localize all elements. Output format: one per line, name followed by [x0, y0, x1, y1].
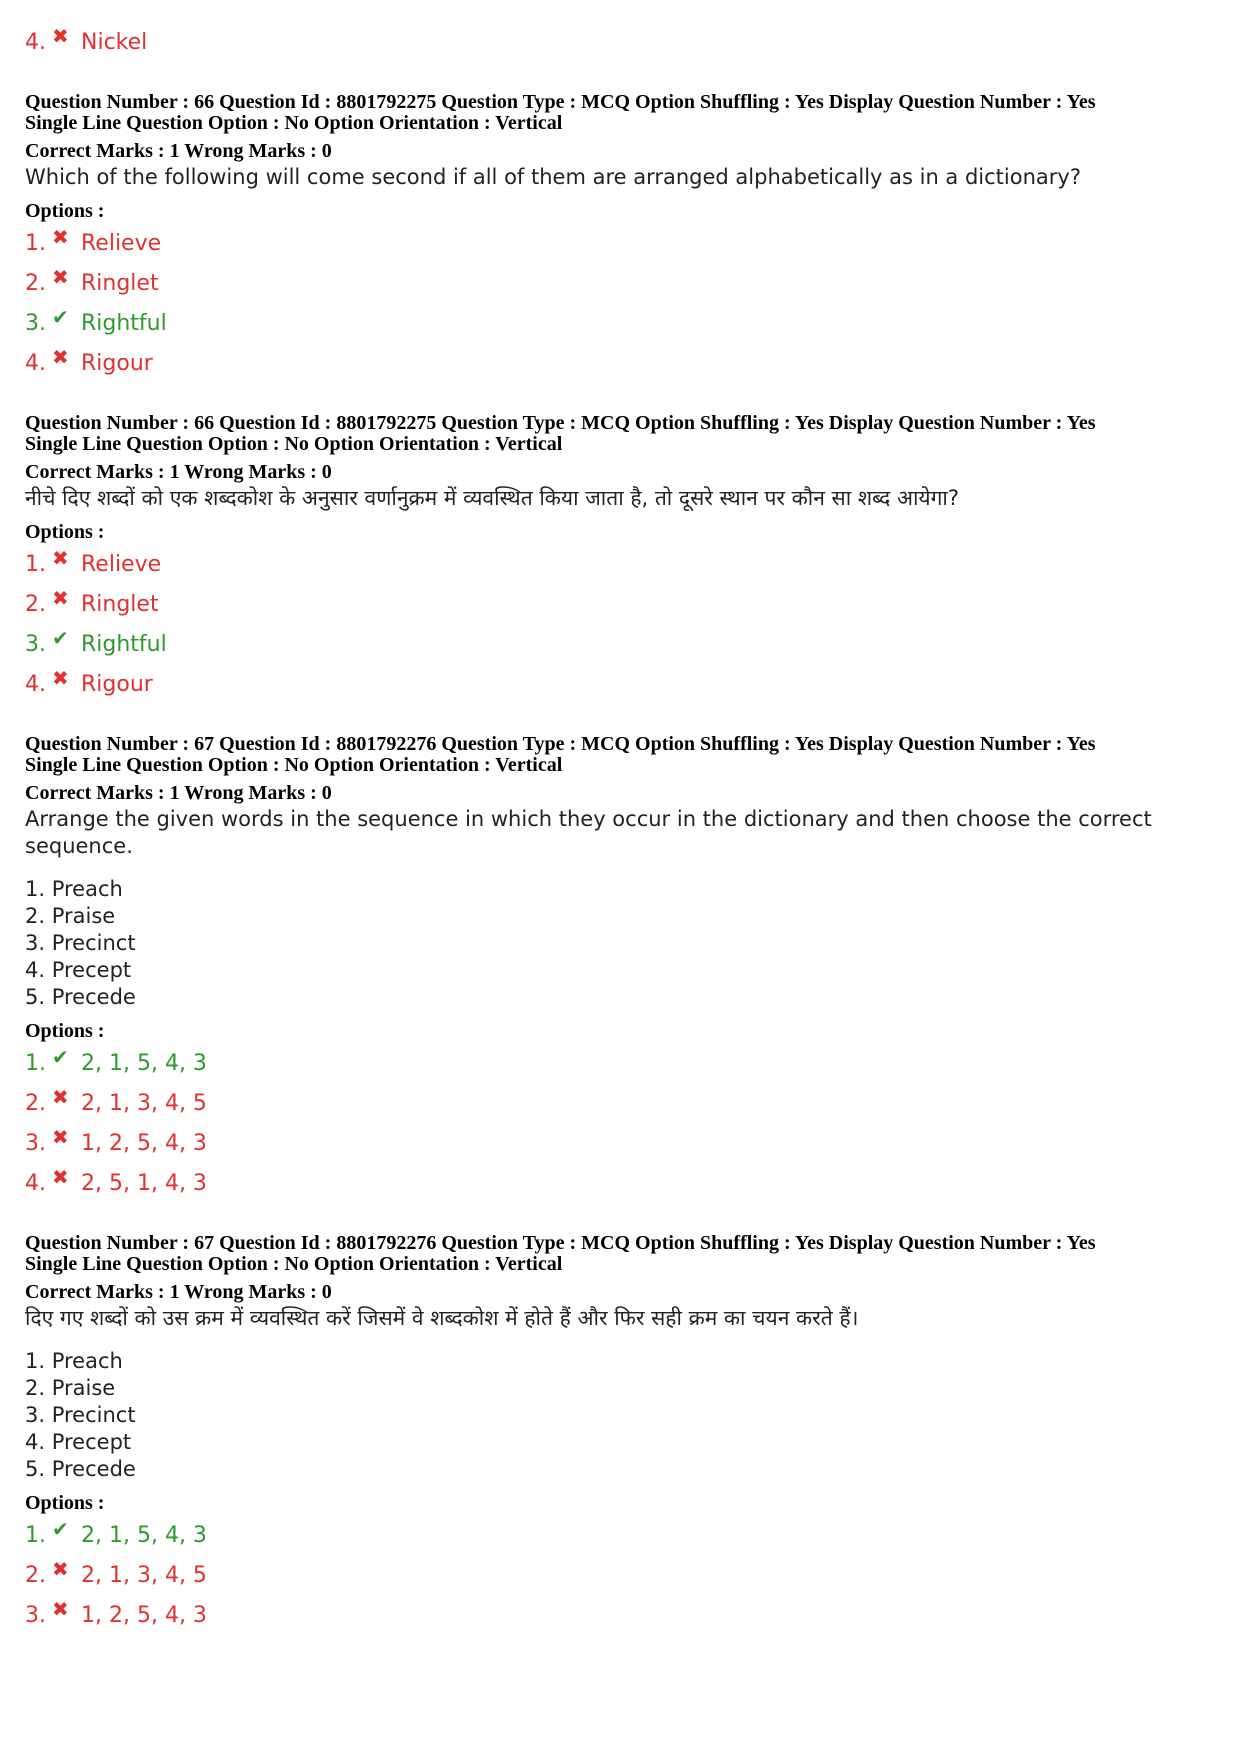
marks-line: Correct Marks : 1 Wrong Marks : 0 [25, 461, 332, 483]
list-item: 4. Precept [25, 1430, 132, 1454]
list-item: 1. Preach [25, 877, 123, 901]
options-label: Options : [25, 1020, 105, 1042]
option-row [25, 1123, 1215, 1163]
wrong-mark-icon: ✖ [52, 1597, 69, 1621]
wrong-mark-icon: ✖ [52, 1085, 69, 1109]
options-label: Options : [25, 200, 105, 222]
question-meta-line: Single Line Question Option : No Option Orientation : Vertical [25, 433, 563, 455]
option-text: 1, 2, 5, 4, 3 [81, 1131, 207, 1156]
question-text: Which of the following will come second if all of them are arranged alphabetically as in a dictionary? [25, 165, 1081, 189]
question-meta-line: Question Number : 66 Question Id : 8801792275 Question Type : MCQ Option Shuffling : Yes Display Question Number : Yes [25, 412, 1096, 434]
option-text: Relieve [81, 552, 162, 577]
question-block [25, 1233, 1215, 1635]
wrong-mark-icon: ✖ [52, 586, 69, 610]
option-row [25, 1515, 1215, 1555]
question-block [25, 413, 1215, 704]
question-meta-line: Single Line Question Option : No Option Orientation : Vertical [25, 112, 563, 134]
wrong-mark-icon: ✖ [52, 265, 69, 289]
question-meta-line: Single Line Question Option : No Option Orientation : Vertical [25, 1253, 563, 1275]
option-text: Nickel [81, 30, 148, 55]
marks-line: Correct Marks : 1 Wrong Marks : 0 [25, 140, 332, 162]
option-row [25, 263, 1215, 303]
option-text: 2, 1, 5, 4, 3 [81, 1051, 207, 1076]
option-number: 2. [25, 271, 46, 296]
option-number: 4. [25, 672, 46, 697]
option-text: 2, 1, 3, 4, 5 [81, 1563, 207, 1588]
check-mark-icon: ✔ [52, 305, 69, 329]
marks-line: Correct Marks : 1 Wrong Marks : 0 [25, 1281, 332, 1303]
option-row [25, 624, 1215, 664]
option-number: 4. [25, 30, 46, 55]
question-meta-line: Single Line Question Option : No Option Orientation : Vertical [25, 754, 563, 776]
list-item: 5. Precede [25, 985, 136, 1009]
question-meta-line: Question Number : 67 Question Id : 8801792276 Question Type : MCQ Option Shuffling : Yes Display Question Number : Yes [25, 733, 1096, 755]
list-item: 4. Precept [25, 958, 132, 982]
check-mark-icon: ✔ [52, 1517, 69, 1541]
option-number: 1. [25, 1523, 46, 1548]
option-text: Rightful [81, 311, 167, 336]
check-mark-icon: ✔ [52, 1045, 69, 1069]
option-text: Relieve [81, 231, 162, 256]
option-number: 1. [25, 231, 46, 256]
option-number: 4. [25, 1171, 46, 1196]
option-row [25, 343, 1215, 383]
option-text: Rigour [81, 672, 153, 697]
option-number: 3. [25, 632, 46, 657]
wrong-mark-icon: ✖ [52, 24, 69, 48]
wrong-mark-icon: ✖ [52, 546, 69, 570]
word-list [25, 1348, 1215, 1483]
wrong-mark-icon: ✖ [52, 666, 69, 690]
list-item: 2. Praise [25, 1376, 116, 1400]
wrong-mark-icon: ✖ [52, 1125, 69, 1149]
option-number: 2. [25, 1563, 46, 1588]
list-item: 1. Preach [25, 1349, 123, 1373]
word-list [25, 876, 1215, 1011]
option-row [25, 1555, 1215, 1595]
option-row [25, 1083, 1215, 1123]
list-item: 3. Precinct [25, 1403, 136, 1427]
question-block [25, 92, 1215, 383]
option-row [25, 303, 1215, 343]
option-number: 3. [25, 311, 46, 336]
wrong-mark-icon: ✖ [52, 1165, 69, 1189]
wrong-mark-icon: ✖ [52, 225, 69, 249]
question-text: Arrange the given words in the sequence in which they occur in the dictionary and then choose the correct sequence. [25, 807, 1152, 858]
option-row [25, 544, 1215, 584]
option-row [25, 223, 1215, 263]
question-text: दिए गए शब्दों को उस क्रम में व्यवस्थित करें जिसमें वे शब्दकोश में होते हैं और फिर सही क्रम का चयन करते हैं। [25, 1306, 859, 1330]
wrong-mark-icon: ✖ [52, 1557, 69, 1581]
option-row [25, 1163, 1215, 1203]
option-row [25, 664, 1215, 704]
list-item: 2. Praise [25, 904, 116, 928]
option-row [25, 1043, 1215, 1083]
list-item: 5. Precede [25, 1457, 136, 1481]
option-text: Ringlet [81, 271, 159, 296]
option-number: 4. [25, 351, 46, 376]
option-number: 2. [25, 1091, 46, 1116]
option-text: Ringlet [81, 592, 159, 617]
option-text: Rightful [81, 632, 167, 657]
list-item: 3. Precinct [25, 931, 136, 955]
document-page [25, 22, 1215, 1635]
question-block [25, 734, 1215, 1203]
option-number: 3. [25, 1131, 46, 1156]
option-text: 2, 5, 1, 4, 3 [81, 1171, 207, 1196]
option-number: 1. [25, 1051, 46, 1076]
option-row [25, 22, 1215, 62]
option-row [25, 584, 1215, 624]
check-mark-icon: ✔ [52, 626, 69, 650]
option-text: 2, 1, 5, 4, 3 [81, 1523, 207, 1548]
options-label: Options : [25, 521, 105, 543]
option-number: 3. [25, 1603, 46, 1628]
options-label: Options : [25, 1492, 105, 1514]
question-meta-line: Question Number : 66 Question Id : 8801792275 Question Type : MCQ Option Shuffling : Yes Display Question Number : Yes [25, 91, 1096, 113]
option-number: 1. [25, 552, 46, 577]
question-text: नीचे दिए शब्दों को एक शब्दकोश के अनुसार वर्णानुक्रम में व्यवस्थित किया जाता है, तो दूसरे स्थान पर कौन सा शब्द आयेगा? [25, 486, 960, 510]
option-number: 2. [25, 592, 46, 617]
wrong-mark-icon: ✖ [52, 345, 69, 369]
option-text: 2, 1, 3, 4, 5 [81, 1091, 207, 1116]
option-text: 1, 2, 5, 4, 3 [81, 1603, 207, 1628]
option-text: Rigour [81, 351, 153, 376]
marks-line: Correct Marks : 1 Wrong Marks : 0 [25, 782, 332, 804]
question-meta-line: Question Number : 67 Question Id : 8801792276 Question Type : MCQ Option Shuffling : Yes Display Question Number : Yes [25, 1232, 1096, 1254]
option-row [25, 1595, 1215, 1635]
